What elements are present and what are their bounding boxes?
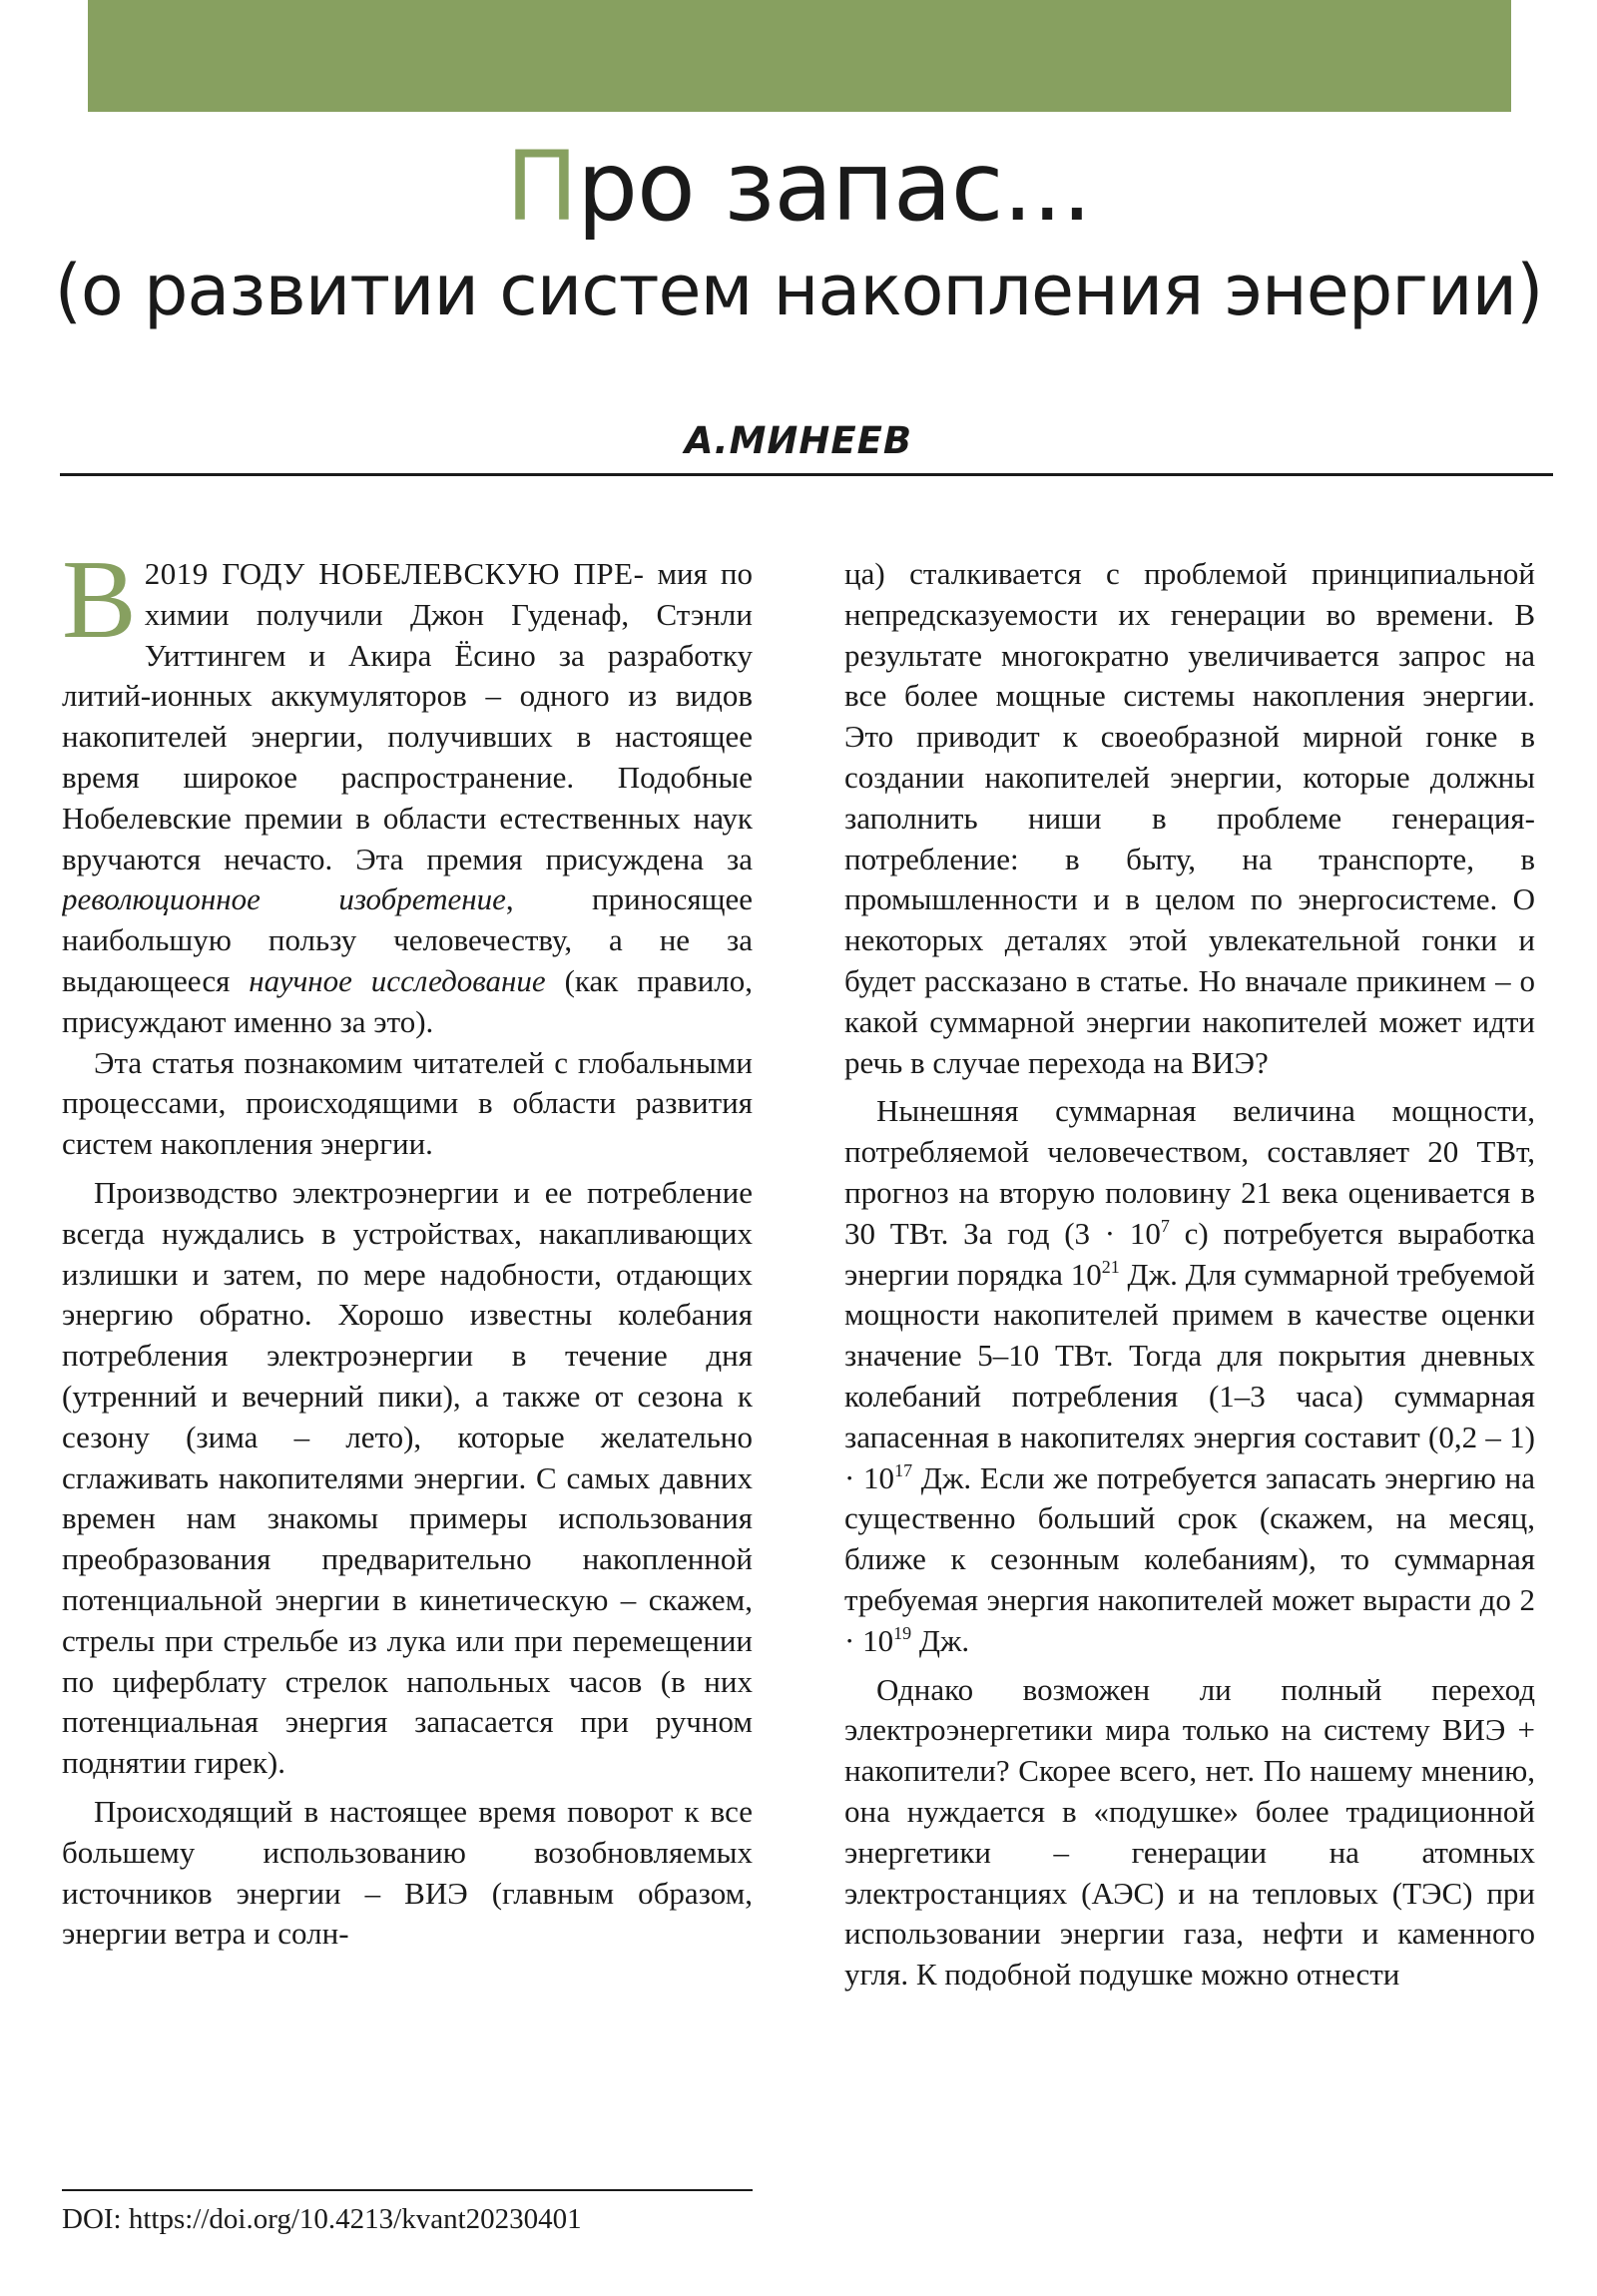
exponent: 19: [893, 1622, 912, 1643]
header-band: [88, 0, 1511, 112]
header-rule: [60, 473, 1553, 476]
paragraph: ца) сталкивается с проблемой принципиальной непредсказуемости их генерации во времени. В результате многократно увеличивается запрос на все более мощные системы накопления энергии. Это приводит к своеобразной мирной гонке в создании накопителей энергии, которые должны заполнить ниши в проблеме генерация-потребление: в быту, на транспорте, в промышленности и в целом по энергосистеме. О некоторых деталях этой увлекательной гонки и будет рассказано в статье. Но вначале прикинем – о какой суммарной энергии накопителей может идти речь в случае перехода на ВИЭ?: [844, 556, 1535, 1080]
title-rest: ро запас...: [577, 131, 1092, 243]
intro-text-b: , приносящее наибольшую пользу человечеству, а не за выдающееся: [62, 881, 753, 998]
paragraph-estimates: [844, 1091, 1535, 1661]
intro-italic-research: научное исследование: [249, 962, 546, 998]
article-title: [0, 132, 1597, 242]
paragraph: Эта статья познакомим читателей с глобальными процессами, происходящими в области развития систем накопления энергии.: [62, 1044, 753, 1162]
author-name: А.МИНЕЕВ: [684, 419, 913, 462]
doi-footnote: DOI: https://doi.org/10.4213/kvant20230401: [62, 2203, 582, 2235]
title-accent-letter: П: [505, 131, 578, 243]
exponent: 21: [1101, 1256, 1120, 1277]
paragraph-intro: [62, 554, 753, 1043]
estimate-text-a: Нынешняя суммарная величина мощности, потребляемой человечеством, составляет 20 ТВт, прогноз на вторую половину 21 века оценивается в 30 ТВт. За год (3 · 10: [844, 1093, 1535, 1251]
intro-italic-invention: революционное изобретение: [62, 881, 506, 917]
estimate-text-b: с) потребуется выработка энергии порядка 10: [844, 1215, 1535, 1292]
estimate-text-c: Дж. Для суммарной требуемой мощности накопителей примем в качестве оценки значение 5–10 ТВт. Тогда для покрытия дневных колебаний потребления (1–3 часа) суммарная запасенная в накопителях энергия составит (0,2 – 1) · 10: [844, 1256, 1535, 1495]
estimate-text-e: Дж.: [911, 1622, 970, 1658]
footnote-rule: [62, 2189, 753, 2191]
paragraph: Однако возможен ли полный переход электроэнергетики мира только на систему ВИЭ + накопители? Скорее всего, нет. По нашему мнению, она нуждается в «подушке» более традиционной энергетики – генерации на атомных электростанциях (АЭС) и на тепловых (ТЭС) при использовании энергии газа, нефти и каменного угля. К подобной подушке можно отнести: [844, 1671, 1535, 1993]
intro-text-a: мия по химии получили Джон Гуденаф, Стэнли Уиттингем и Акира Ёсино за разработку литий-ионных аккумуляторов – одного из видов накопителей энергии, получивших в настоящее время широкое распространение. Подобные Нобелевские премии в области естественных наук вручаются нечасто. Эта премия присуждена за: [62, 556, 753, 876]
drop-cap: В: [62, 554, 137, 662]
paragraph: Происходящий в настоящее время поворот к все большему использованию возобновляемых источников энергии – ВИЭ (главным образом, энергии ветра и солн-: [62, 1793, 753, 1952]
exponent: 7: [1160, 1215, 1170, 1236]
left-column: [62, 554, 753, 2176]
paragraph: Производство электроэнергии и ее потребление всегда нуждались в устройствах, накапливающих излишки и затем, по мере надобности, отдающих энергию обратно. Хорошо известны колебания потребления электроэнергии в течение дня (утренний и вечерний пики), а также от сезона к сезону (зима – лето), которые желательно сглаживать накопителями энергии. С самых давних времен нам знакомы примеры использования преобразования предварительно накопленной потенциальной энергии в кинетическую – скажем, стрелы при стрельбе из лука или при перемещении по циферблату стрелок напольных часов (в них потенциальная энергия запасается при ручном поднятии гирек).: [62, 1174, 753, 1781]
intro-lead: 2019 ГОДУ НОБЕЛЕВСКУЮ ПРЕ-: [144, 556, 645, 591]
right-column: [844, 554, 1535, 2251]
estimate-text-d: Дж. Если же потребуется запасать энергию на существенно больший срок (скажем, на месяц, ближе к сезонным колебаниям), то суммарная требуемая энергия накопителей может вырасти до 2 · 10: [844, 1459, 1535, 1658]
intro-text-c: (как правило, присуждают именно за это).: [62, 962, 753, 1039]
exponent: 17: [894, 1459, 913, 1480]
article-subtitle: (о развитии систем накопления энергии): [54, 250, 1543, 331]
